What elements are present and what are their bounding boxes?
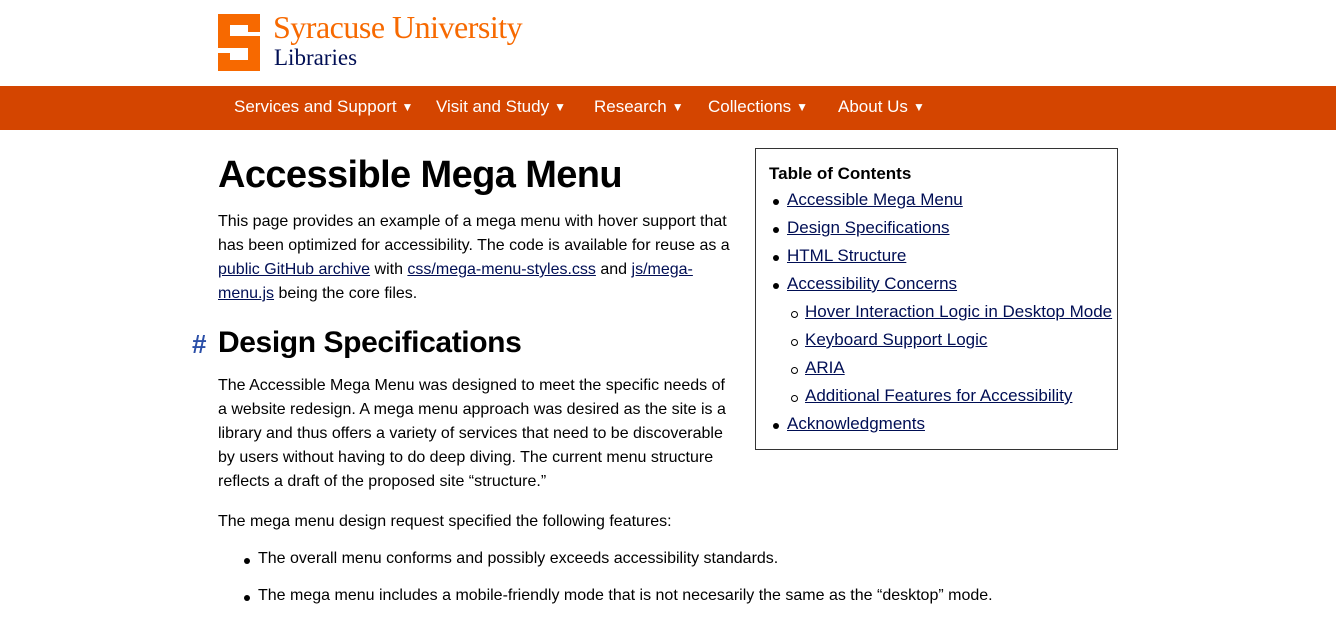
bullet-icon — [773, 227, 779, 233]
caret-down-icon: ▼ — [671, 100, 684, 114]
table-of-contents — [755, 148, 1118, 450]
bullet-icon — [773, 199, 779, 205]
toc-link[interactable]: Design Specifications — [787, 218, 950, 237]
js-file-link[interactable]: js/mega-menu.js — [218, 261, 693, 302]
caret-down-icon: ▼ — [796, 100, 809, 114]
toc-link[interactable]: Hover Interaction Logic in Desktop Mode — [805, 302, 1113, 321]
nav-item-label: Visit and Study — [436, 97, 550, 116]
intro-text-3: and — [595, 261, 632, 278]
toc-link[interactable]: Accessibility Concerns — [787, 274, 958, 293]
site-header — [0, 0, 1336, 86]
section-heading-design-specifications: Design Specifications — [218, 326, 522, 359]
bullet-icon — [244, 558, 250, 564]
nav-item-label: Collections — [708, 97, 792, 116]
bullet-icon — [773, 255, 779, 261]
caret-down-icon: ▼ — [912, 100, 925, 114]
toc-link[interactable]: Additional Features for Accessibility — [805, 386, 1073, 405]
toc-link[interactable]: Keyboard Support Logic — [805, 330, 988, 349]
toc-item-hover-interaction-logic[interactable] — [805, 302, 1112, 322]
toc-item-acknowledgments[interactable] — [787, 414, 925, 434]
toc-item-accessibility-concerns[interactable] — [787, 274, 957, 294]
intro-text-4: being the core files. — [274, 285, 418, 302]
toc-item-additional-features[interactable] — [805, 386, 1072, 406]
toc-item-html-structure[interactable] — [787, 246, 906, 266]
nav-item-services-and-support[interactable] — [234, 97, 413, 117]
css-file-link[interactable]: css/mega-menu-styles.css — [407, 261, 596, 278]
bullet-circle-icon — [791, 367, 798, 374]
toc-link[interactable]: HTML Structure — [787, 246, 907, 265]
nav-item-label: About Us — [838, 97, 908, 116]
nav-item-collections[interactable] — [708, 97, 808, 117]
toc-link[interactable]: ARIA — [805, 358, 845, 377]
section-anchor-link[interactable]: # — [192, 329, 207, 359]
intro-text-1: This page provides an example of a mega menu with hover support that has been optimized for accessibility. The code is available for reuse as a — [218, 213, 730, 254]
toc-item-keyboard-support-logic[interactable] — [805, 330, 987, 350]
bullet-icon — [773, 283, 779, 289]
toc-item-design-specifications[interactable] — [787, 218, 950, 238]
nav-item-visit-and-study[interactable] — [436, 97, 566, 117]
toc-title: Table of Contents — [769, 164, 912, 183]
su-block-s-logo-icon[interactable] — [218, 14, 260, 71]
bullet-icon — [773, 423, 779, 429]
bullet-circle-icon — [791, 395, 798, 402]
caret-down-icon: ▼ — [554, 100, 566, 114]
github-archive-link[interactable]: public GitHub archive — [218, 261, 371, 278]
features-intro-text: The mega menu design request specified the following features: — [218, 513, 672, 530]
logo-university-name[interactable]: Syracuse University — [273, 9, 523, 45]
caret-down-icon: ▼ — [401, 100, 414, 114]
toc-link[interactable]: Accessible Mega Menu — [787, 190, 963, 209]
bullet-circle-icon — [791, 339, 798, 346]
bullet-icon — [244, 595, 250, 601]
toc-item-aria[interactable] — [805, 358, 845, 378]
design-specifications-paragraph: The Accessible Mega Menu was designed to meet the specific needs of a website redesign. A mega menu approach was desired as the site is a library and thus offers a variety of services that need to be discoverable by users without having to do deep diving. The current menu structure reflects a draft of the proposed site “structure.” — [218, 377, 726, 490]
bullet-circle-icon — [791, 311, 798, 318]
toc-link[interactable]: Acknowledgments — [787, 414, 925, 433]
nav-item-research[interactable] — [594, 97, 684, 117]
main-navigation — [0, 86, 1336, 130]
intro-text-2: with — [370, 261, 408, 278]
page-title: Accessible Mega Menu — [218, 154, 623, 196]
toc-item-accessible-mega-menu[interactable] — [787, 190, 963, 210]
nav-item-label: Services and Support — [234, 97, 397, 116]
nav-item-about-us[interactable] — [838, 97, 925, 117]
intro-paragraph — [218, 210, 738, 306]
nav-item-label: Research — [594, 97, 667, 116]
logo-libraries-name[interactable]: Libraries — [274, 45, 358, 70]
